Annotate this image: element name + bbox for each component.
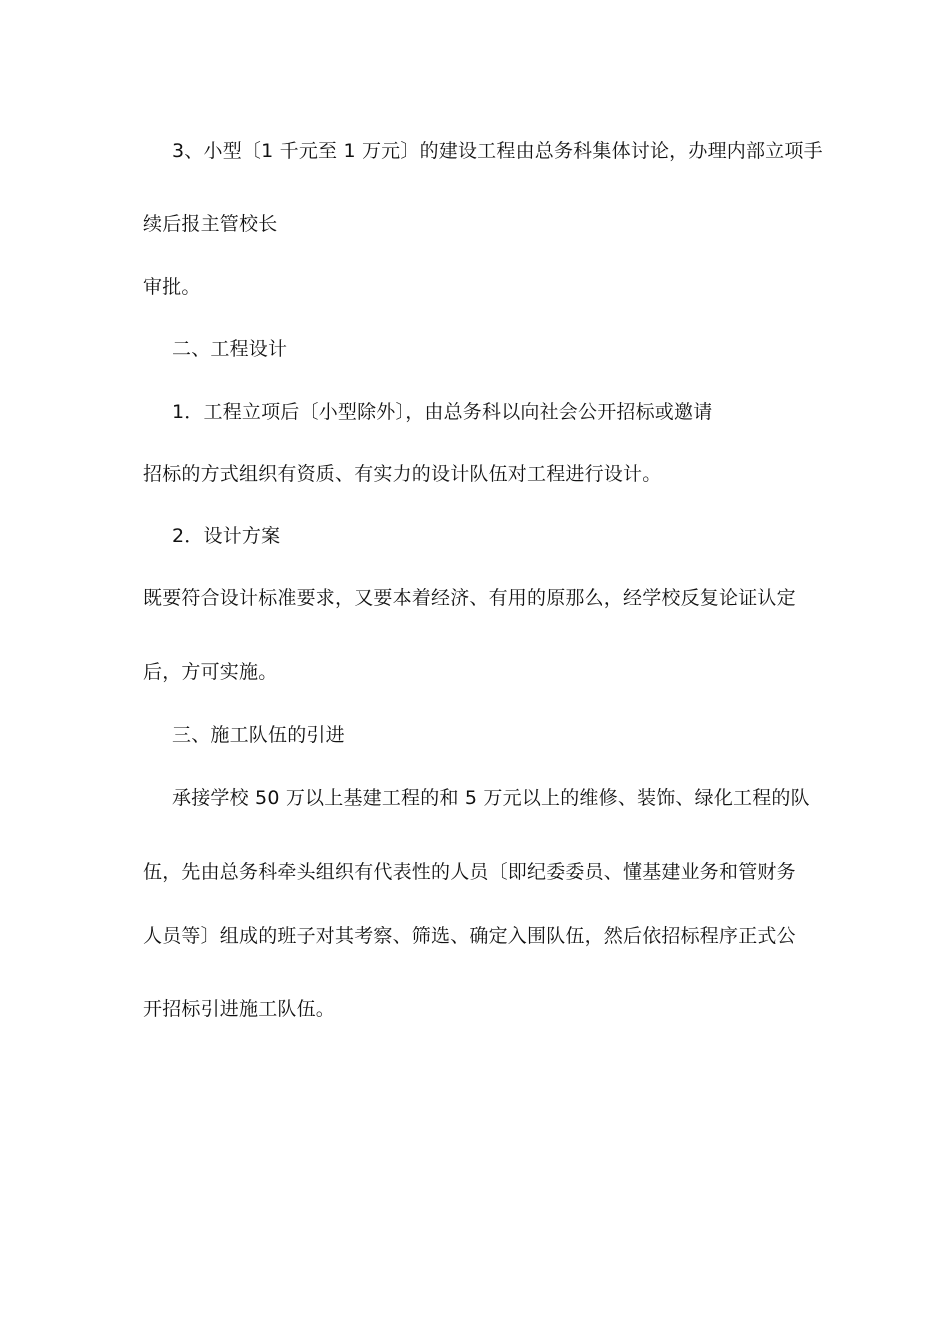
paragraph-construction-team-line-4: 开招标引进施工队伍。 [143, 998, 336, 1020]
paragraph-construction-team-line-1: 承接学校 50 万以上基建工程的和 5 万元以上的维修、装饰、绿化工程的队 [172, 787, 810, 809]
paragraph-small-project-line-3: 审批。 [143, 276, 201, 298]
paragraph-design-item-1-line-2: 招标的方式组织有资质、有实力的设计队伍对工程进行设计。 [143, 463, 662, 485]
section-heading-engineering-design: 二、工程设计 [172, 338, 288, 360]
paragraph-design-item-2-heading: 2．设计方案 [172, 525, 281, 547]
paragraph-design-scheme-line-2: 后，方可实施。 [143, 661, 278, 683]
paragraph-construction-team-line-3: 人员等〕组成的班子对其考察、筛选、确定入围队伍，然后依招标程序正式公 [143, 925, 796, 947]
paragraph-small-project-line-1: 3、小型〔1 千元至 1 万元〕的建设工程由总务科集体讨论，办理内部立项手 [172, 140, 823, 162]
section-heading-construction-team: 三、施工队伍的引进 [172, 724, 345, 746]
paragraph-design-scheme-line-1: 既要符合设计标准要求，又要本着经济、有用的原那么，经学校反复论证认定 [143, 587, 796, 609]
paragraph-construction-team-line-2: 伍，先由总务科牵头组织有代表性的人员〔即纪委委员、懂基建业务和管财务 [143, 861, 796, 883]
paragraph-design-item-1-line-1: 1．工程立项后〔小型除外〕，由总务科以向社会公开招标或邀请 [172, 401, 713, 423]
paragraph-small-project-line-2: 续后报主管校长 [143, 213, 278, 235]
